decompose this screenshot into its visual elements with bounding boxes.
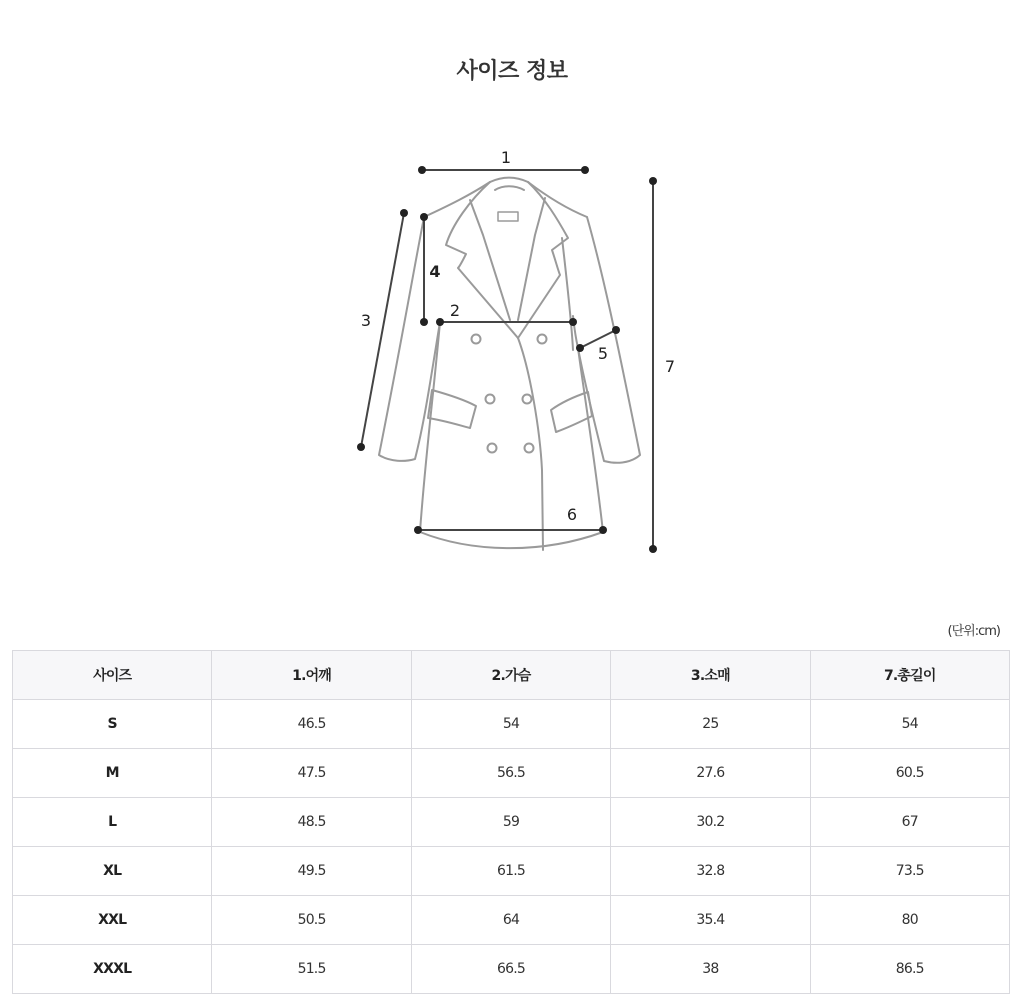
table-row xyxy=(13,749,1010,798)
label-sleeve: 3 xyxy=(360,311,372,330)
cell-shoulder: 46.5 xyxy=(212,700,411,749)
label-chest: 2 xyxy=(449,301,461,320)
cell-shoulder: 48.5 xyxy=(212,798,411,847)
cell-shoulder: 49.5 xyxy=(212,847,411,896)
cell-sleeve: 25 xyxy=(611,700,810,749)
cell-chest: 64 xyxy=(411,896,610,945)
cell-sleeve: 27.6 xyxy=(611,749,810,798)
cell-shoulder: 47.5 xyxy=(212,749,411,798)
header-chest: 2.가슴 xyxy=(411,651,610,700)
cell-total-length: 67 xyxy=(810,798,1009,847)
cell-total-length: 60.5 xyxy=(810,749,1009,798)
row-size: S xyxy=(13,700,212,749)
cell-chest: 59 xyxy=(411,798,610,847)
table-row xyxy=(13,945,1010,994)
label-hem: 6 xyxy=(566,505,578,524)
row-size: L xyxy=(13,798,212,847)
cell-sleeve: 30.2 xyxy=(611,798,810,847)
measurement-lines xyxy=(357,166,657,553)
table-header-row xyxy=(13,651,1010,700)
table-row xyxy=(13,847,1010,896)
row-size: XXXL xyxy=(13,945,212,994)
cell-chest: 56.5 xyxy=(411,749,610,798)
table-row xyxy=(13,896,1010,945)
cell-total-length: 86.5 xyxy=(810,945,1009,994)
cell-chest: 61.5 xyxy=(411,847,610,896)
cell-sleeve: 32.8 xyxy=(611,847,810,896)
row-size: XL xyxy=(13,847,212,896)
size-table xyxy=(12,650,1010,994)
cell-chest: 54 xyxy=(411,700,610,749)
table-row xyxy=(13,798,1010,847)
cell-total-length: 73.5 xyxy=(810,847,1009,896)
table-row xyxy=(13,700,1010,749)
cell-chest: 66.5 xyxy=(411,945,610,994)
unit-note: (단위:cm) xyxy=(947,624,1000,639)
cell-total-length: 54 xyxy=(810,700,1009,749)
header-shoulder: 1.어깨 xyxy=(212,651,411,700)
page-title: 사이즈 정보 xyxy=(456,59,568,84)
row-size: M xyxy=(13,749,212,798)
row-size: XXL xyxy=(13,896,212,945)
label-shoulder: 1 xyxy=(500,148,512,167)
coat-outline xyxy=(379,178,640,551)
cell-sleeve: 35.4 xyxy=(611,896,810,945)
header-total-length: 7.총길이 xyxy=(810,651,1009,700)
header-sleeve: 3.소매 xyxy=(611,651,810,700)
label-sleeve-width: 5 xyxy=(597,344,609,363)
cell-shoulder: 50.5 xyxy=(212,896,411,945)
cell-shoulder: 51.5 xyxy=(212,945,411,994)
label-armhole: 4 xyxy=(429,262,441,281)
cell-sleeve: 38 xyxy=(611,945,810,994)
label-total-length: 7 xyxy=(664,357,676,376)
cell-total-length: 80 xyxy=(810,896,1009,945)
header-size: 사이즈 xyxy=(13,651,212,700)
